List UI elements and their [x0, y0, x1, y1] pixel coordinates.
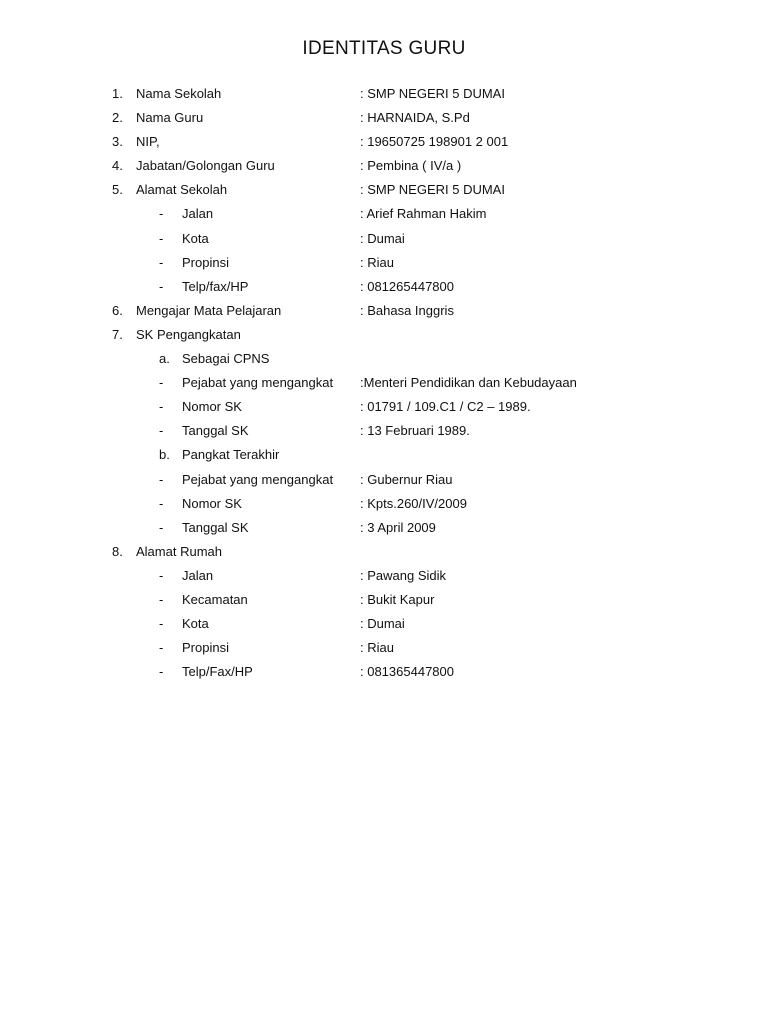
item-value: : Riau	[360, 254, 394, 270]
item-number: 3.	[112, 134, 123, 150]
item-value: : 13 Februari 1989.	[360, 423, 470, 439]
sub-item-marker: -	[159, 591, 164, 607]
item-number: 1.	[112, 86, 123, 101]
item-number: 7.	[112, 326, 123, 342]
identity-row	[0, 445, 768, 469]
sub-item-label: Tanggal SK	[182, 519, 249, 535]
item-value: :Menteri Pendidikan dan Kebudayaan	[360, 375, 577, 391]
sub-item-marker: -	[159, 206, 164, 222]
sub-item-marker: -	[159, 495, 164, 511]
sub-item-marker: -	[159, 519, 164, 535]
identity-row	[0, 397, 768, 421]
item-label: SK Pengangkatan	[136, 326, 241, 342]
sub-item-label: Pejabat yang mengangkat	[182, 471, 334, 487]
item-number: 2.	[112, 110, 123, 126]
item-value: : SMP NEGERI 5 DUMAI	[360, 182, 505, 198]
sub-item-label: Nomor SK	[182, 495, 242, 511]
item-value: : Dumai	[360, 230, 405, 246]
item-value: : Bahasa Inggris	[360, 302, 454, 318]
sub-item-marker: -	[159, 664, 164, 680]
item-number: 6.	[112, 302, 123, 318]
sub-item-marker: -	[159, 567, 164, 583]
identity-row	[0, 156, 768, 180]
item-value: : SMP NEGERI 5 DUMAI	[360, 86, 505, 101]
identity-row	[0, 614, 768, 638]
sub-item-label: Pejabat yang mengangkat	[182, 375, 334, 391]
identity-row	[0, 421, 768, 445]
sub-item-label: Jalan	[182, 567, 214, 583]
identity-row	[0, 277, 768, 301]
identity-row	[0, 229, 768, 253]
sub-item-marker: -	[159, 423, 164, 439]
identity-row	[0, 518, 768, 542]
identity-row	[0, 132, 768, 156]
identity-row	[0, 253, 768, 277]
item-value: : HARNAIDA, S.Pd	[360, 110, 470, 126]
item-label: Alamat Rumah	[136, 543, 222, 559]
identity-row	[0, 662, 768, 686]
item-value: : 081365447800	[360, 664, 454, 680]
sub-item-marker: -	[159, 230, 164, 246]
item-value: : Bukit Kapur	[360, 591, 435, 607]
sub-item-label: Kota	[182, 230, 209, 246]
identity-row	[0, 590, 768, 614]
sub-item-label: Nomor SK	[182, 399, 242, 415]
identity-row	[0, 180, 768, 204]
item-label: Alamat Sekolah	[136, 182, 228, 198]
item-value: : Riau	[360, 640, 394, 656]
item-value: : Pawang Sidik	[360, 567, 446, 583]
item-label: NIP,	[136, 134, 160, 150]
item-value: : Pembina ( IV/a )	[360, 158, 462, 174]
sub-item-label: Propinsi	[182, 640, 229, 656]
item-label: Mengajar Mata Pelajaran	[136, 302, 282, 318]
sub-item-label: Jalan	[182, 206, 214, 222]
sub-item-marker: -	[159, 375, 164, 391]
item-value: : 3 April 2009	[360, 519, 436, 535]
sub-item-label: Tanggal SK	[182, 423, 249, 439]
item-label: Jabatan/Golongan Guru	[136, 158, 275, 174]
identity-row	[0, 349, 768, 373]
item-value: : Kpts.260/IV/2009	[360, 495, 467, 511]
identity-row	[0, 470, 768, 494]
sub-item-marker: -	[159, 254, 164, 270]
sub-item-marker: -	[159, 616, 164, 632]
identity-list	[0, 84, 768, 686]
sub-item-marker: -	[159, 278, 164, 294]
identity-row	[0, 638, 768, 662]
item-value: : Arief Rahman Hakim	[360, 206, 487, 222]
item-value: : 19650725 198901 2 001	[360, 134, 509, 150]
sub-item-label: Kota	[182, 616, 209, 632]
item-value: : Dumai	[360, 616, 405, 632]
identity-row	[0, 204, 768, 228]
identity-row	[0, 108, 768, 132]
item-number: 8.	[112, 543, 123, 559]
sub-item-marker: -	[159, 399, 164, 415]
sub-item-label: Telp/fax/HP	[182, 278, 249, 294]
item-number: 5.	[112, 182, 123, 198]
item-value: : Gubernur Riau	[360, 471, 453, 487]
document-title: IDENTITAS GURU	[302, 38, 466, 59]
sub-item-marker: -	[159, 471, 164, 487]
sub-item-label: Pangkat Terakhir	[182, 447, 280, 463]
item-value: : 081265447800	[360, 278, 454, 294]
item-label: Nama Sekolah	[136, 86, 222, 101]
identity-row	[0, 566, 768, 590]
identity-row	[0, 373, 768, 397]
sub-item-label: Propinsi	[182, 254, 229, 270]
identity-row	[0, 325, 768, 349]
identity-row	[0, 542, 768, 566]
identity-row	[0, 494, 768, 518]
identity-row	[0, 84, 768, 108]
sub-item-label: Telp/Fax/HP	[182, 664, 253, 680]
item-label: Nama Guru	[136, 110, 204, 126]
identity-row	[0, 301, 768, 325]
item-value: : 01791 / 109.C1 / C2 – 1989.	[360, 399, 531, 415]
sub-item-marker: a.	[159, 351, 170, 367]
sub-item-marker: -	[159, 640, 164, 656]
item-number: 4.	[112, 158, 123, 174]
sub-item-label: Sebagai CPNS	[182, 351, 270, 367]
sub-item-label: Kecamatan	[182, 591, 248, 607]
sub-item-marker: b.	[159, 447, 170, 463]
